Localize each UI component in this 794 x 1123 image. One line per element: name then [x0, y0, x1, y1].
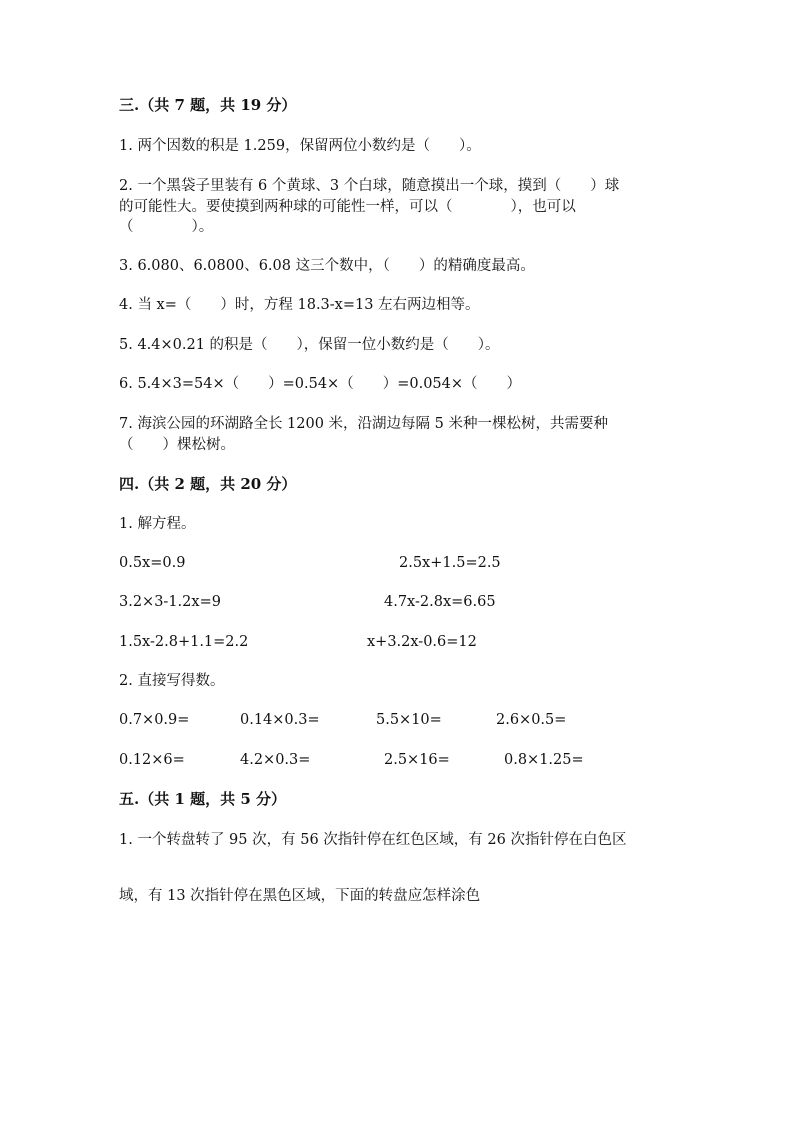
oral-calc: 5.5×10= [376, 712, 442, 728]
oral-calc: 0.7×0.9= [119, 712, 190, 728]
question-3-7-line-2: （ ）棵松树。 [119, 437, 235, 453]
oral-calc: 2.6×0.5= [496, 712, 567, 728]
question-3-3: 3. 6.080、6.0800、6.08 这三个数中，（ ）的精确度最高。 [119, 258, 535, 274]
equation: 1.5x-2.8+1.1=2.2 [119, 634, 249, 650]
oral-calc: 4.2×0.3= [240, 752, 311, 768]
equation: x+3.2x-0.6=12 [367, 634, 477, 650]
oral-calc: 0.12×6= [119, 752, 185, 768]
question-3-5: 5. 4.4×0.21 的积是（ ），保留一位小数约是（ ）。 [119, 337, 500, 353]
question-5-1-line-2: 域，有 13 次指针停在黑色区域，下面的转盘应怎样涂色 [119, 888, 481, 904]
question-4-2-title: 2. 直接写得数。 [119, 673, 225, 689]
question-4-1-title: 1. 解方程。 [119, 516, 196, 532]
question-3-2-line-1: 2. 一个黑袋子里装有 6 个黄球、3 个白球，随意摸出一个球，摸到（ ）球 [119, 178, 620, 194]
oral-calc: 0.14×0.3= [240, 712, 320, 728]
question-3-7-line-1: 7. 海滨公园的环湖路全长 1200 米，沿湖边每隔 5 米种一棵松树，共需要种 [119, 416, 609, 432]
question-5-1-line-1: 1. 一个转盘转了 95 次，有 56 次指针停在红色区域，有 26 次指针停在白色区 [119, 832, 627, 848]
section-4-title: 四.（共 2 题，共 20 分） [119, 475, 297, 493]
oral-calc: 2.5×16= [384, 752, 450, 768]
equation: 2.5x+1.5=2.5 [399, 555, 501, 571]
section-5-title: 五.（共 1 题，共 5 分） [119, 790, 286, 808]
question-3-6: 6. 5.4×3=54×（ ）=0.54×（ ）=0.054×（ ） [119, 376, 522, 392]
equation: 3.2×3-1.2x=9 [119, 594, 221, 610]
question-3-2-line-2: 的可能性大。要使摸到两种球的可能性一样，可以（ ），也可以 [119, 199, 576, 215]
question-3-1: 1. 两个因数的积是 1.259，保留两位小数约是（ ）。 [119, 138, 481, 154]
oral-calc: 0.8×1.25= [504, 752, 584, 768]
question-3-2-line-3: （ ）。 [119, 219, 214, 235]
section-3-title: 三.（共 7 题，共 19 分） [119, 96, 297, 114]
question-3-4: 4. 当 x=（ ）时，方程 18.3-x=13 左右两边相等。 [119, 297, 480, 313]
equation: 0.5x=0.9 [119, 555, 186, 571]
equation: 4.7x-2.8x=6.65 [384, 594, 496, 610]
